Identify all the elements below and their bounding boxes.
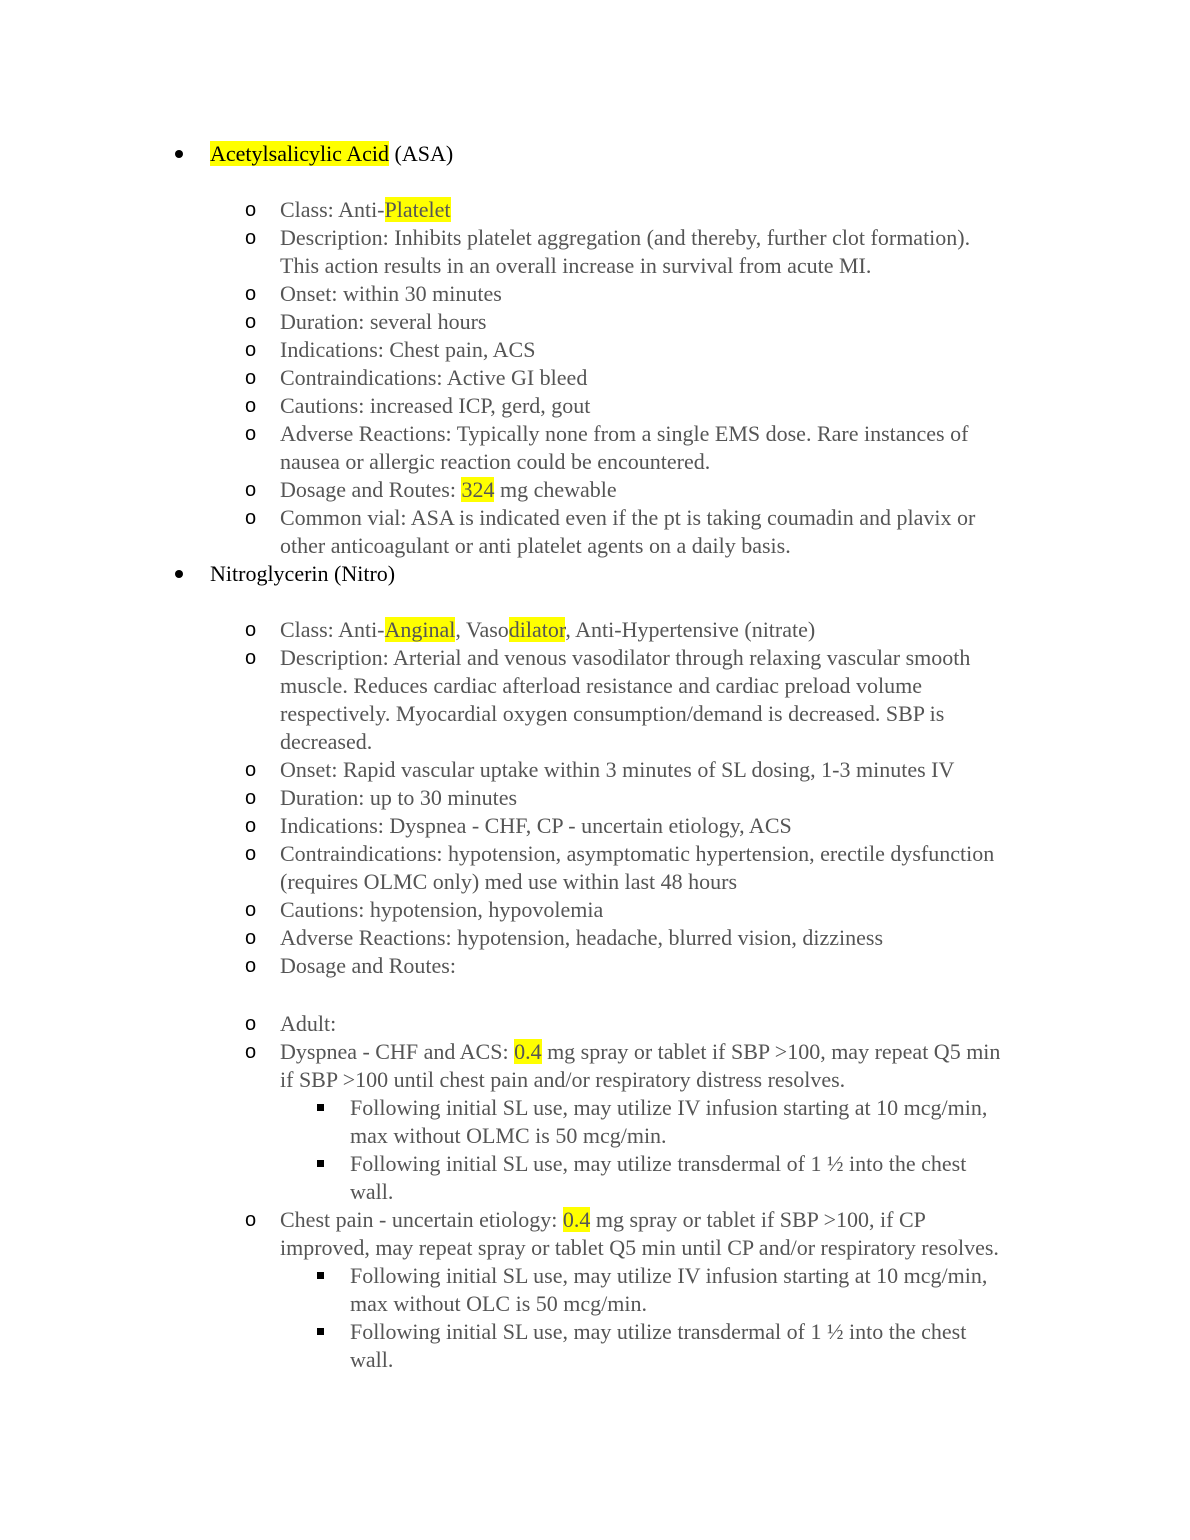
nitro-chest-sub-1-cont: max without OLC is 50 mcg/min. [350, 1291, 647, 1316]
bullet-circle: o [245, 843, 257, 865]
nitro-adverse: Adverse Reactions: hypotension, headache, blurred vision, dizziness [280, 925, 884, 950]
nitro-contraindications-cont: (requires OLMC only) med use within last 48 hours [280, 869, 738, 894]
nitro-chest-pain-cont: improved, may repeat spray or tablet Q5 min until CP and/or respiratory resolves. [280, 1235, 999, 1260]
asa-dosage-highlight: 324 [461, 477, 495, 502]
asa-contraindications: Contraindications: Active GI bleed [280, 365, 588, 390]
asa-class-highlight: Platelet [384, 197, 451, 222]
asa-duration: Duration: several hours [280, 309, 487, 334]
nitro-cautions: Cautions: hypotension, hypovolemia [280, 897, 604, 922]
bullet-circle: o [245, 395, 257, 417]
nitro-adult: Adult: [280, 1011, 337, 1036]
bullet-dot [175, 150, 183, 158]
asa-adverse: Adverse Reactions: Typically none from a single EMS dose. Rare instances of [280, 421, 969, 446]
bullet-circle: o [245, 619, 257, 641]
asa-adverse-cont: nausea or allergic reaction could be encountered. [280, 449, 711, 474]
bullet-square [317, 1328, 324, 1335]
bullet-circle: o [245, 479, 257, 501]
nitro-dyspnea-cont: if SBP >100 until chest pain and/or respiratory distress resolves. [280, 1067, 846, 1092]
nitro-chest-pain-highlight: 0.4 [562, 1207, 591, 1232]
bullet-circle: o [245, 199, 257, 221]
bullet-circle: o [245, 815, 257, 837]
nitro-dyspnea-sub-1-cont: max without OLMC is 50 mcg/min. [350, 1123, 667, 1148]
bullet-circle: o [245, 1041, 257, 1063]
nitro-dyspnea-sub-1: Following initial SL use, may utilize IV infusion starting at 10 mcg/min, [350, 1095, 988, 1120]
bullet-circle: o [245, 423, 257, 445]
nitro-dyspnea-highlight: 0.4 [514, 1039, 542, 1064]
nitro-chest-sub-2: Following initial SL use, may utilize transdermal of 1 ½ into the chest [350, 1319, 967, 1344]
bullet-square [317, 1160, 324, 1167]
nitro-chest-sub-2-cont: wall. [350, 1347, 394, 1372]
nitro-description: Description: Arterial and venous vasodilator through relaxing vascular smooth [280, 645, 971, 670]
bullet-circle: o [245, 927, 257, 949]
bullet-circle: o [245, 787, 257, 809]
asa-description-cont: This action results in an overall increase in survival from acute MI. [280, 253, 872, 278]
nitro-onset: Onset: Rapid vascular uptake within 3 minutes of SL dosing, 1-3 minutes IV [280, 757, 955, 782]
bullet-circle: o [245, 507, 257, 529]
asa-description: Description: Inhibits platelet aggregation (and thereby, further clot formation). [280, 225, 971, 250]
bullet-circle: o [245, 227, 257, 249]
nitro-chest-pain: Chest pain - uncertain etiology: 0.4 mg spray or tablet if SBP >100, if CP [280, 1207, 926, 1232]
nitro-description-cont: respectively. Myocardial oxygen consumption/demand is decreased. SBP is [280, 701, 945, 726]
bullet-circle: o [245, 339, 257, 361]
bullet-circle: o [245, 899, 257, 921]
nitro-description-cont: decreased. [280, 729, 373, 754]
bullet-circle: o [245, 311, 257, 333]
bullet-circle: o [245, 1013, 257, 1035]
asa-common-vial-cont: other anticoagulant or anti platelet agents on a daily basis. [280, 533, 791, 558]
nitro-chest-sub-1: Following initial SL use, may utilize IV infusion starting at 10 mcg/min, [350, 1263, 988, 1288]
asa-dosage: Dosage and Routes: 324 mg chewable [280, 477, 617, 502]
asa-indications: Indications: Chest pain, ACS [280, 337, 536, 362]
bullet-dot [175, 570, 183, 578]
asa-common-vial: Common vial: ASA is indicated even if the pt is taking coumadin and plavix or [280, 505, 976, 530]
nitro-dosage: Dosage and Routes: [280, 953, 456, 978]
nitro-class-highlight-1: Anginal [384, 617, 456, 642]
nitro-contraindications: Contraindications: hypotension, asymptomatic hypertension, erectile dysfunction [280, 841, 995, 866]
nitro-dyspnea-sub-2-cont: wall. [350, 1179, 394, 1204]
asa-title: Acetylsalicylic Acid (ASA) [210, 141, 454, 166]
nitro-dyspnea: Dyspnea - CHF and ACS: 0.4 mg spray or tablet if SBP >100, may repeat Q5 min [280, 1039, 1001, 1064]
nitro-duration: Duration: up to 30 minutes [280, 785, 518, 810]
asa-onset: Onset: within 30 minutes [280, 281, 502, 306]
nitro-class-highlight-2: dilator [508, 617, 566, 642]
bullet-circle: o [245, 955, 257, 977]
asa-class: Class: Anti-Platelet [280, 197, 451, 222]
nitro-title: Nitroglycerin (Nitro) [210, 561, 396, 586]
nitro-class: Class: Anti-Anginal, Vasodilator, Anti-Hypertensive (nitrate) [280, 617, 816, 642]
nitro-dyspnea-sub-2: Following initial SL use, may utilize transdermal of 1 ½ into the chest [350, 1151, 967, 1176]
asa-title-highlight: Acetylsalicylic Acid [210, 141, 389, 166]
bullet-circle: o [245, 1209, 257, 1231]
nitro-indications: Indications: Dyspnea - CHF, CP - uncertain etiology, ACS [280, 813, 792, 838]
bullet-circle: o [245, 759, 257, 781]
bullet-square [317, 1104, 324, 1111]
nitro-description-cont: muscle. Reduces cardiac afterload resistance and cardiac preload volume [280, 673, 922, 698]
bullet-circle: o [245, 367, 257, 389]
bullet-square [317, 1272, 324, 1279]
bullet-circle: o [245, 647, 257, 669]
bullet-circle: o [245, 283, 257, 305]
asa-cautions: Cautions: increased ICP, gerd, gout [280, 393, 591, 418]
